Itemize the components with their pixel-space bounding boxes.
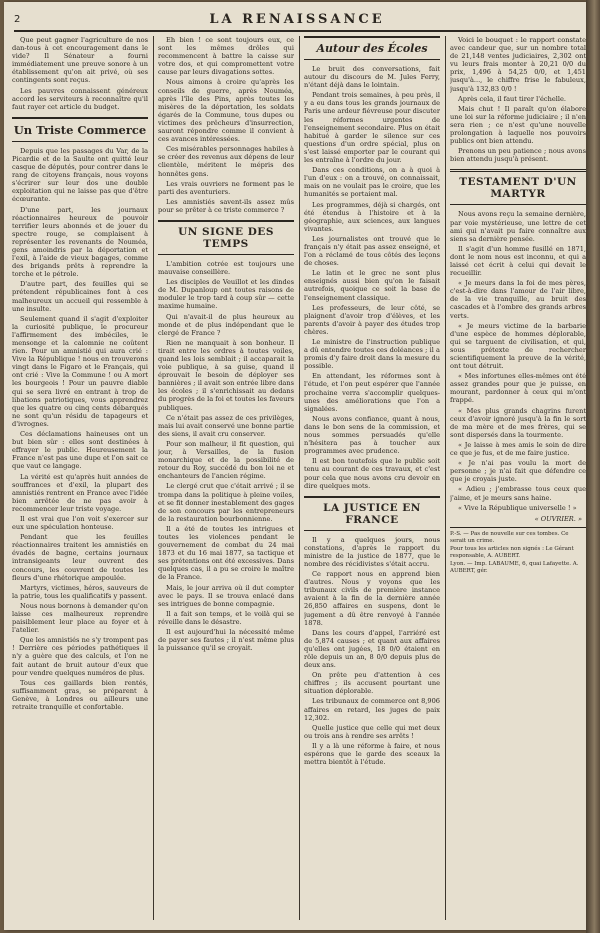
col1-article-para: Martyrs, victimes, héros, sauveurs de la patrie, tous les qualificatifs y passent. [12, 583, 148, 600]
col2-para: Nous aimons à croire qu'après les conseils de guerre, après Nouméa, après l'île des Pins, après toutes les misères de la déportation, les soldats égarés de la Commune, tous dupes ou victimes des prêcheurs d'insurrection, sauront répondre comme il convient à ces avances intéressées. [158, 78, 294, 144]
col3-article-para: Nous avons confiance, quant à nous, dans le bon sens de la commission, et nous sommes persuadés qu'elle n'hésitera pas à toucher aux programmes avec prudence. [304, 414, 440, 456]
col2-article-para: Les disciples de Veuillot et les dindes de M. Dupanloup ont toutes raisons de moduler le trop tard à coup sûr — cette maxime humaine. [158, 278, 294, 311]
col3-article-para: Ce rapport nous en apprend bien d'autres. Nous y voyons que les tribunaux civils de première instance avaient à la fin de la dernière année 26,850 affaires en suspens, dont le jugement a dû être renvoyé à l'année 1878. [304, 570, 440, 627]
col3-article-para: Les tribunaux de commerce ont 8,906 affaires en retard, les juges de paix 12,302. [304, 697, 440, 722]
section-title-justice-en-france: LA JUSTICE EN FRANCE [304, 496, 440, 531]
col1-article-para: La vérité est qu'après huit années de souffrances et d'exil, la plupart des amnistiés rentrent en France avec l'idée bien arrêtée de ne pas avoir à recommencer leur triste voyage. [12, 472, 148, 513]
col1-article-para: D'une part, les journaux réactionnaires heureux de pouvoir terrifier leurs abonnés et de jouer du spectre rouge, se complaisent à représenter les revenants de Nouméa, gens amoindris par la déportation et l'exil, à l'aide de vieux bagages, comme des brigands prêts à reprendre la torche et le pétrole. [12, 205, 148, 279]
column-divider [299, 36, 300, 920]
col1-para: Que peut gagner l'agriculture de nos dan-tous à cet encouragement dans le vide? Il Sénateur a fourni immédiatement une preuve sonore à un établissement qu'on ait privé, où ses contingents sont reçus. [12, 36, 148, 85]
col2-article-para: Le clergé crut que c'était arrivé ; il se trompa dans la politique à pleine voiles, et se fit donner inestablement des gages de son concours par les entrepreneurs de la restauration bourbonnienne. [158, 482, 294, 523]
col3-article-para: Le ministre de l'instruction publique a dû entendre toutes ces doléances ; il a promis d'y faire droit dans la mesure du possible. [304, 338, 440, 371]
col1-para: Les pauvres connaissent généreux accord les serviteurs à reconnaître qu'il faut rayer cet article du budget. [12, 86, 148, 111]
col3-article-para: En attendant, les réformes sont à l'étude, et l'on peut espérer que l'année prochaine verra s'accomplir quelques-unes des améliorations que l'on a signalées. [304, 372, 440, 413]
col2-para: Les vrais ouvriers ne forment pas le parti des aventuriers. [158, 179, 294, 196]
col4-para: Prenons un peu patience ; nous avons bien attendu jusqu'à présent. [450, 147, 586, 164]
col4-article-para: « Mes plus grands chagrins furent ceux d'avoir ignoré jusqu'à la fin le sort de ma mère et de mes frères, qui se sont dispersés dans la tourmente. [450, 406, 586, 439]
col2-para: Eh bien ! ce sont toujours eux, ce sont les mêmes drôles qui recommencent à battre la caisse sur votre dos, et qui compromettent votre cause par leurs divagations sottes. [158, 36, 294, 77]
col2-article-para: Il est aujourd'hui la nécessité même de payer ses fautes ; il n'est même plus la puissance qu'il se croyait. [158, 628, 294, 653]
col4-article-para: « Mes infortunes elles-mêmes ont été assez grandes pour que je puisse, en mourant, pardonner à ceux qui m'ont frappé. [450, 372, 586, 405]
col2-article-para: Ce n'était pas assez de ces privilèges, mais lui avait conservé une bonne partie des siens, il avait cru conserver. [158, 413, 294, 438]
col4-article-para: Nous avons reçu la semaine dernière, par voie mystérieuse, une lettre de cet ami qui n'avait pu faire connaître aux siens sa dernière pensée. [450, 210, 586, 243]
section-title-autour-des-ecoles: Autour des Écoles [304, 36, 440, 60]
section-title-testament-martyr: TESTAMENT D'UN MARTYR [450, 169, 586, 205]
col2-article-para: Il a été de toutes les intrigues et toutes les violences pendant le gouvernement de combat du 24 mai 1873 et du 16 mai 1877, sa tactique et ses prétentions ont été excessives. Dans quelques cas, il a pu se croire le maître de la France. [158, 524, 294, 582]
section-title-triste-commerce: Un Triste Commerce [12, 117, 148, 142]
col3-article-para: Il y a quelques jours, nous constations, d'après le rapport du ministre de la justice de 1877, que le nombre des récidivistes s'était accru. [304, 535, 440, 568]
col3-article-para: Quelle justice que celle qui met deux ou trois ans à rendre ses arrêts ! [304, 723, 440, 740]
postscript-note: P.-S. — Pas de nouvelle sur ces tombes. Ce serait un crime. [450, 530, 569, 544]
col4-para: Mais chut ! Il paraît qu'on élabore une loi sur la réforme judiciaire ; il n'en sera rien ; ce n'est qu'une nouvelle prolongation à laquelle nos pouvoirs publics ont bien attendu. [450, 104, 586, 146]
col3-article-para: Les journalistes ont trouvé que le français n'y était pas assez enseigné, et l'on a réclamé de tous côtés des leçons de choses. [304, 234, 440, 268]
col3-article-para: Pendant trois semaines, à peu près, il y a eu dans tous les grands journaux de Paris une ardeur fiévreuse pour discuter les réformes urgentes de l'enseignement secondaire. Plus on était habitué à garder le silence sur ces questions d'un ordre spécial, plus on s'est laissé emporter par le courant qui les entraîne à l'ordre du jour. [304, 91, 440, 165]
col4-article-para: « Vive la République universelle ! » [458, 503, 577, 512]
col1-article-para: Ces déclamations haineuses ont un but bien sûr : elles sont destinées à effrayer le public. Heureusement la France n'est pas une dupe et l'on sait ce que vaut ce langage. [12, 430, 148, 471]
col4-para: Après cela, il faut tirer l'échelle. [458, 94, 566, 103]
col4-article-para: « Je meurs victime de la barbarie d'une espèce de hommes déplorable, qui se targuent de civilisation, et qui, sous prétexte de rechercher scientifiquement la preuve de la vérité, ont tout détruit. [450, 321, 586, 371]
column-divider [445, 36, 446, 920]
col1-article-para: Il est vrai que l'on voit s'exercer sur eux une spéculation honteuse. [12, 514, 148, 532]
col1-article-para: Pendant que les feuilles réactionnaires traitent les amnistiés en évadés de bagne, certains journaux intransigeants leur ouvrent des concours, les couvrent de toutes les fleurs d'une rhétorique ampoulée. [12, 533, 148, 582]
col4-article-para: « Je laisse à mes amis le soin de dire ce que je fus, et de me faire justice. [450, 440, 586, 458]
col1-article-para: Tous ces gaillards bien rentés, suffisamment gras, se préparent à Genève, à Londres ou ailleurs une retraite tranquille et confortable. [12, 678, 148, 712]
footer-notes [450, 527, 586, 575]
col4-article-para: « Je meurs dans la foi de mes pères, c'est-à-dire dans l'amour de l'air libre, de la vie tranquille, au bruit des cascades et à l'ombre des grands arbres verts. [450, 279, 586, 320]
col3-article-para: Les programmes, déjà si chargés, ont été étendus à l'histoire et à la géographie, aux sciences, aux langues vivantes. [304, 200, 440, 233]
gerant-note: Pour tous les articles non signés : Le Gérant responsable, A. AUBERT. [450, 545, 574, 559]
col1-article-para: Nous nous bornons à demander qu'on laisse ces malheureux reprendre paisiblement leur place au foyer et à l'atelier. [12, 601, 148, 635]
col3-article-para: Le bruit des conversations, fait autour du discours de M. Jules Ferry, n'étant déjà dans le lointain. [304, 65, 440, 90]
col3-article-para: Dans les cours d'appel, l'arriéré est de 5,874 causes ; et quant aux affaires qu'elles ont jugées, 18 0/0 étaient en rôle depuis un an, 8 0/0 depuis plus de deux ans. [304, 628, 440, 670]
section-title-signe-des-temps: UN SIGNE DES TEMPS [158, 220, 294, 255]
col2-para: Les amnistiés savent-ils assez mûs pour se prêter à ce triste commerce ? [158, 197, 294, 214]
col2-para: Ces misérables personnages habiles à se créer des revenus aux dépens de leur clientèle, méritent le mépris des honnêtes gens. [158, 145, 294, 178]
newspaper-page [4, 2, 586, 930]
col3-article-para: Le latin et le grec ne sont plus enseignés aussi bien qu'on le faisait autrefois, quoique ce soit la base de l'enseignement classique. [304, 269, 440, 302]
column-4 [450, 36, 586, 920]
page-number: 2 [14, 13, 21, 25]
column-3 [304, 36, 440, 920]
col3-article-para: Il est bon toutefois que le public soit tenu au courant de ces travaux, et c'est pour cela que nous avons cru devoir en dire quelques mots. [304, 457, 440, 490]
col3-article-para: Il y a là une réforme à faire, et nous espérons que le garde des sceaux la mettra bientôt à l'étude. [304, 741, 440, 767]
column-1 [12, 36, 148, 920]
col4-article-para: « Adieu ; j'embrasse tous ceux que j'aime, et je meurs sans haine. [450, 485, 586, 502]
col1-article-para: Que les amnistiés ne s'y trompent pas ! Derrière ces périodes pathétiques il n'y a guère que des calculs, et l'on ne fait autant de bruit autour d'eux que pour vendre quelques numéros de plus. [12, 636, 148, 677]
col3-article-para: On prête peu d'attention à ces chiffres ; ils accusent pourtant une situation déplorable. [304, 671, 440, 696]
col2-article-para: L'ambition cotrée est toujours une mauvaise conseillère. [158, 259, 294, 277]
page-header [14, 8, 580, 32]
col4-article-para: « Je n'ai pas voulu la mort de personne ; je n'ai fait que défendre ce que je croyais juste. [450, 459, 586, 484]
col2-article-para: Qui n'avait-il de plus heureux au monde et de plus indépendant que le clergé de France ? [158, 312, 294, 337]
col3-article-para: Les professeurs, de leur côté, se plaignent d'avoir trop d'élèves, et les parents d'avoir à payer des études trop chères. [304, 303, 440, 336]
masthead-title: LA RENAISSANCE [209, 11, 385, 27]
col1-article-para: Depuis que les passages du Var, de la Picardie et de la Saulte ont quitté leur casque de députés, pour contrer dans le rang de citoyens français, nous voyons s'écrirer sur leur dos une double exploitation qui ne laisse pas que d'être écœurante. [12, 146, 148, 204]
col4-para: Voici le bouquet : le rapport constate avec candeur que, sur un nombre total de 21,148 ventes judiciaires, 2,302 ont vu leurs frais monter à 20,21 0/0 du prix, 1,496 à 54,25 0/0, et 1,451 jusqu'à..., le chiffre frise le fabuleux, jusqu'à 132,83 0/0 ! [450, 36, 586, 93]
article-signature: « OUVRIER. » [534, 514, 582, 523]
printer-imprint: Lyon. — Imp. LABAUME, 6, quai Lafayette. A. AUBERT, gér. [450, 560, 579, 574]
col4-article-para: Il s'agit d'un homme fusillé en 1871, dont le nom nous est inconnu, et qui a laissé cet écrit à celui qui devait le recueillir. [450, 244, 586, 278]
col2-article-para: Rien ne manquait à son bonheur. Il tirait entre les ordres à toutes voiles, quand les lois semblait ; il accaparait la voie publique, à sa guise, quand il éprouvait le besoin de déployer ses bannières ; il avait son entrée libre dans les écoles ; il s'enrichissait au dedans du progrès de la foi et toutes les faveurs publiques. [158, 338, 294, 412]
col2-article-para: Mais, le jour arriva où il dut compter avec le pays. Il se trouva enlacé dans ses intrigues de bonne compagnie. [158, 583, 294, 608]
col2-article-para: Il a fait son temps, et le voilà qui se réveille dans le désastre. [158, 609, 294, 626]
column-divider [153, 36, 154, 920]
column-2 [158, 36, 294, 920]
col1-article-para: D'autre part, des feuilles qui se prétendent républicaines font à ces malheureux un accueil qui ressemble à une insulte. [12, 280, 148, 313]
col3-article-para: Dans ces conditions, on a à quoi à l'un d'eux : on a trouvé, on connaissait, mais on ne voulait pas le croire, que les humanités se portaient mal. [304, 166, 440, 199]
col2-article-para: Pour son malheur, il fit question, qui jour, à Versailles, de la fusion monarchique et de la possibilité de retour du Roy, succédé du bon loi ne et enchanteurs de l'ancien régime. [158, 439, 294, 481]
book-spine-edge [586, 0, 600, 933]
col1-article-para: Seulement quand il s'agit d'exploiter la curiosité publique, le procureur l'affirmement des imbéciles, le mensonge et la calomnie ne coûtent rien. Pour un amnistié qui aura crié : Vive la République ! nous en trouverons vingt dans le Figaro et le Français, qui ont crié : Vive la Commune ! ou A mort les bourgeois ! Pour un pauvre diable qui se sera livré en entrant à trop de libations patriotiques, vous apprendrez que les quatre ou cinq cents débarqués ne sont qu'un résidu de tapageurs et d'ivrognes. [12, 314, 148, 428]
